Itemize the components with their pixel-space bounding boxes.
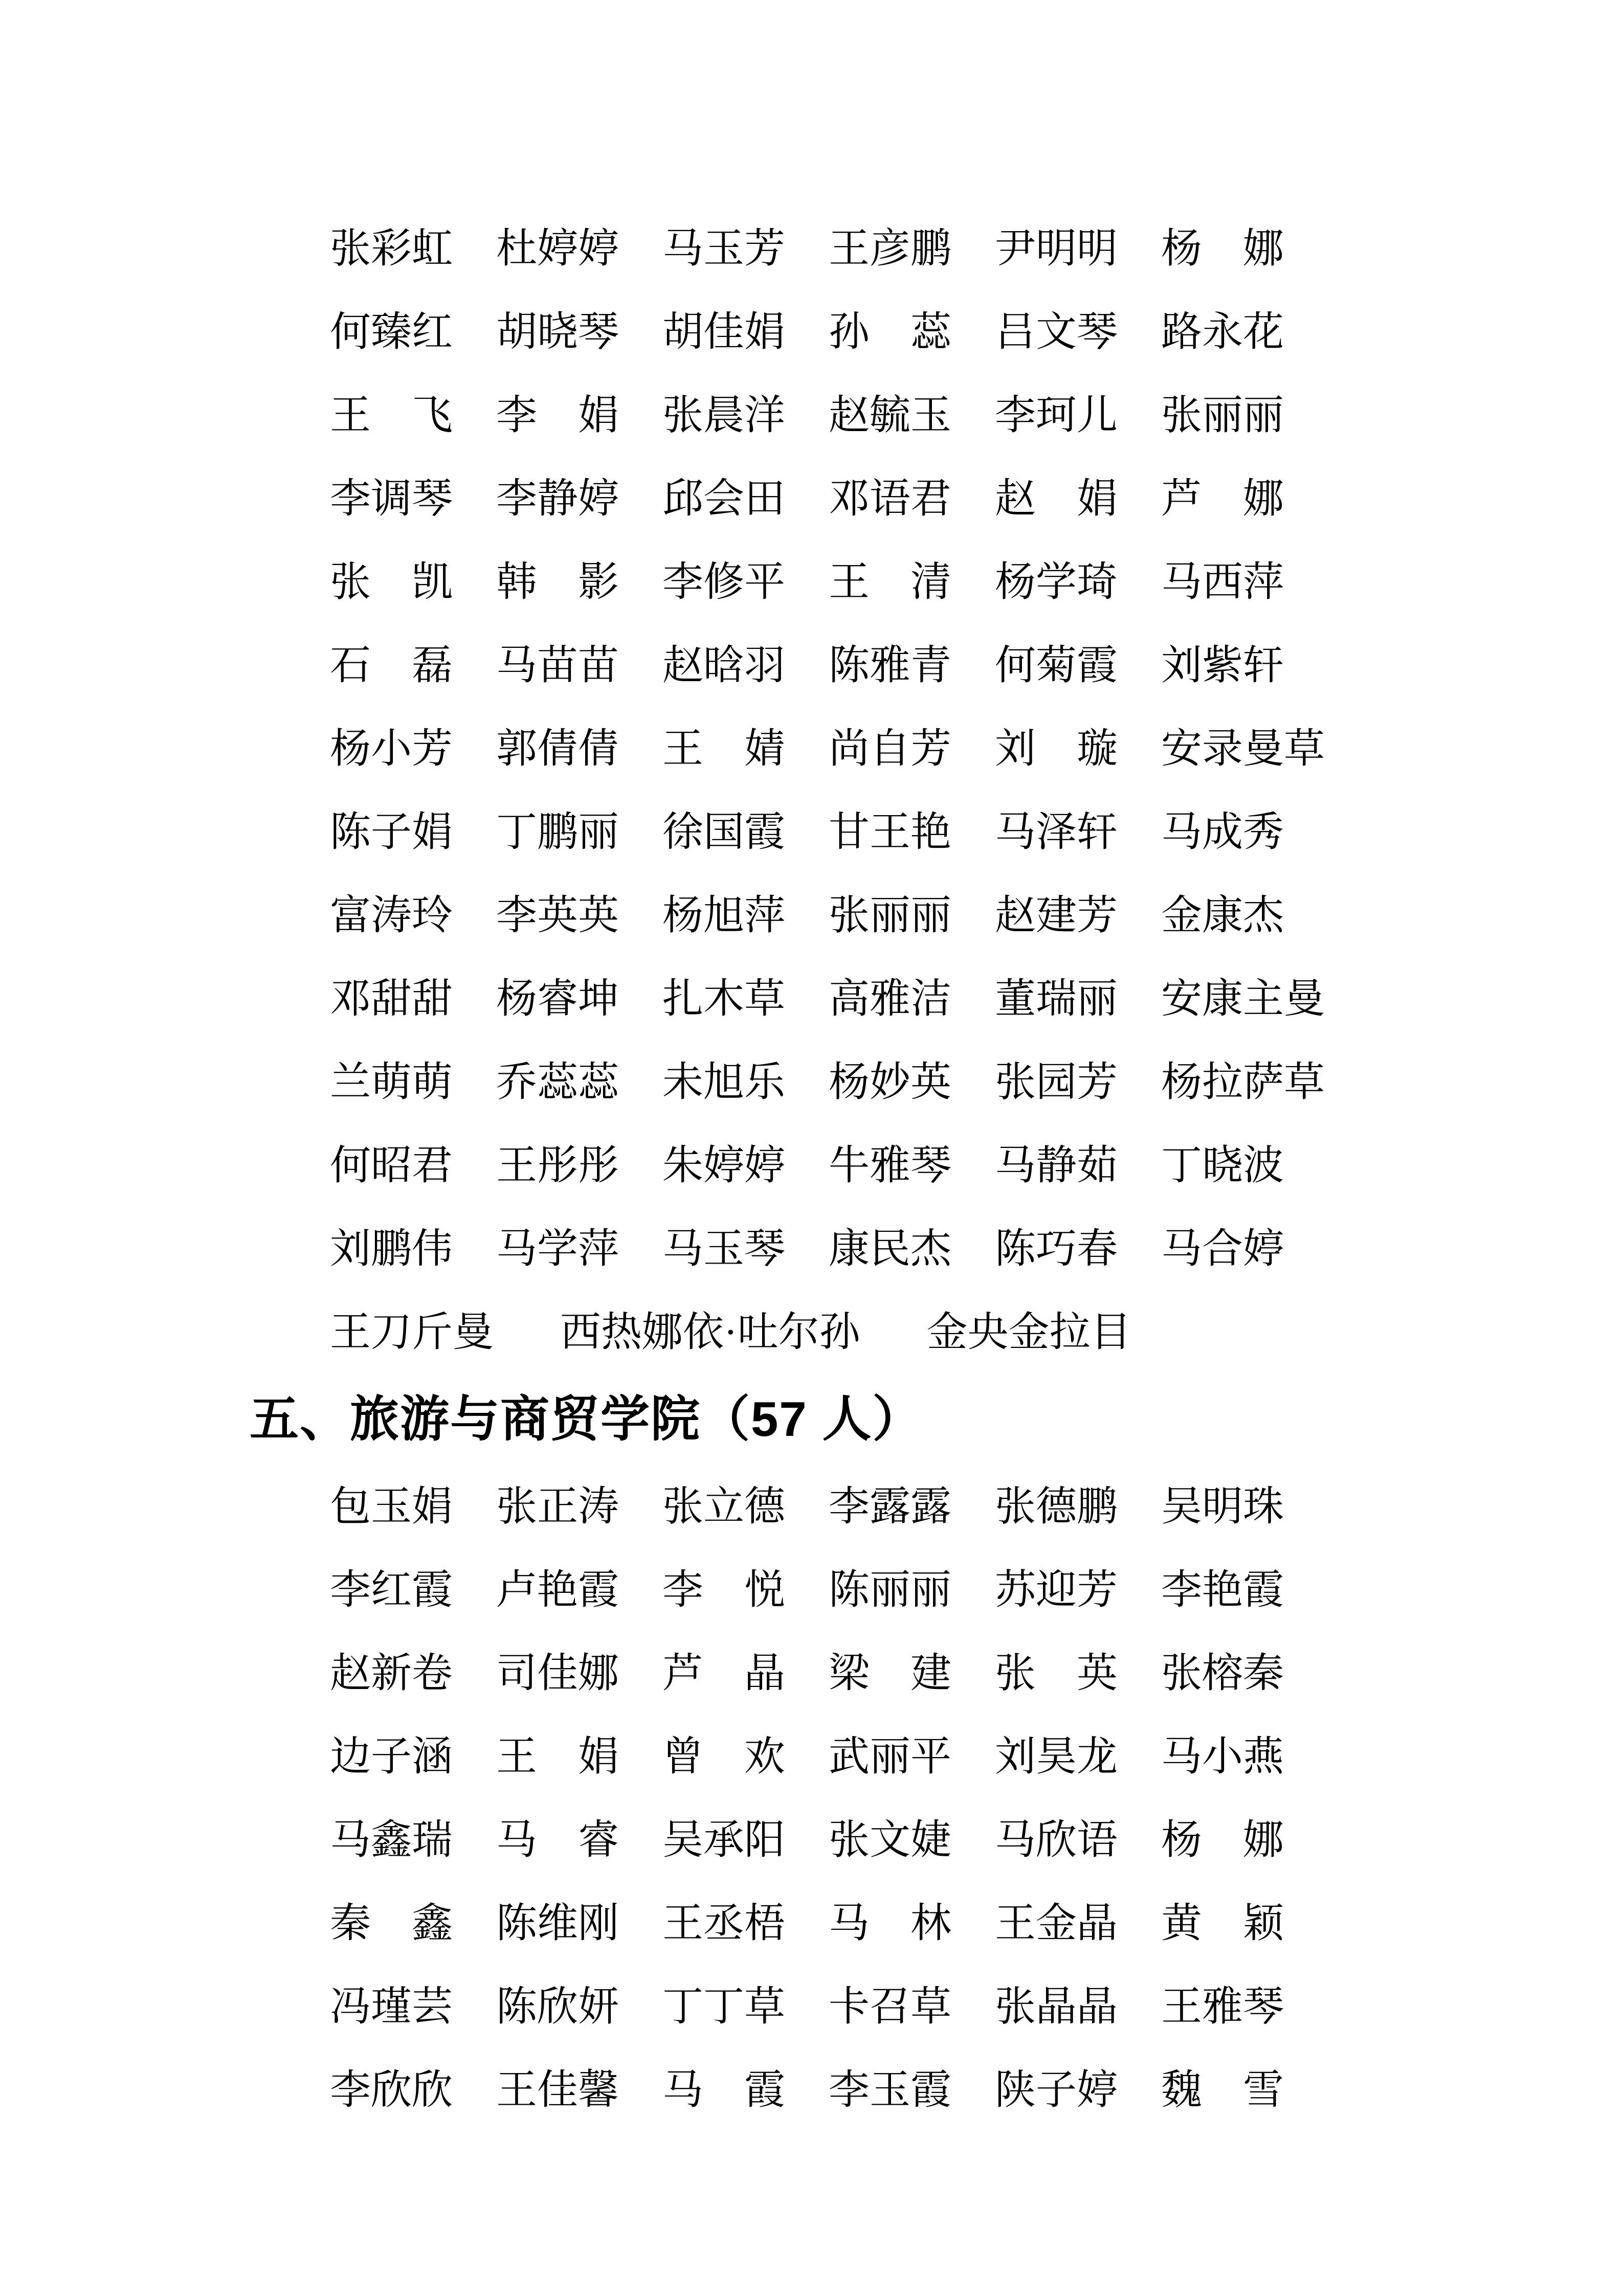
student-name: 梁 建: [829, 1651, 951, 1696]
student-name: 王金晶: [995, 1901, 1118, 1946]
student-name: 张园芳: [995, 1060, 1118, 1105]
student-name: 张正涛: [496, 1484, 619, 1529]
student-name: 富涛玲: [330, 893, 453, 938]
student-name: 王 飞: [330, 393, 453, 438]
student-name: 何菊霞: [995, 643, 1118, 688]
name-row: [330, 290, 1624, 374]
student-name: 李英英: [496, 893, 619, 938]
student-name: 何昭君: [330, 1143, 453, 1188]
student-name: 甘王艳: [829, 809, 951, 855]
student-name: 赵晗羽: [662, 643, 785, 688]
student-name: 吴明珠: [1161, 1484, 1284, 1529]
student-name: 张立德: [662, 1484, 785, 1529]
student-name: 陈丽丽: [829, 1567, 951, 1613]
student-name: 路永花: [1161, 309, 1284, 355]
student-name: 王彤彤: [496, 1143, 619, 1188]
name-row: [330, 1124, 1624, 1207]
student-name: 杨小芳: [330, 726, 453, 772]
student-name: 马泽轩: [995, 809, 1118, 855]
student-name: 马玉芳: [662, 226, 785, 272]
student-name: 郭倩倩: [496, 726, 619, 772]
name-row: [330, 707, 1624, 791]
student-name: 马成秀: [1161, 809, 1284, 855]
section4-name-grid: [0, 207, 1624, 1291]
student-name: 黄 颖: [1161, 1901, 1284, 1946]
student-name: 乔蕊蕊: [496, 1060, 619, 1105]
student-name: 赵建芳: [995, 893, 1118, 938]
student-name: 赵 娟: [995, 476, 1118, 522]
student-name: 李珂儿: [995, 393, 1118, 438]
student-name: 韩 影: [496, 559, 619, 605]
name-row: [330, 957, 1624, 1041]
student-name: 马学萍: [496, 1226, 619, 1272]
student-name: 丁丁草: [662, 1984, 785, 2030]
student-name: 孙 蕊: [829, 309, 951, 355]
student-name: 尚自芳: [829, 726, 951, 772]
student-name: 赵毓玉: [829, 393, 951, 438]
student-name: 张德鹏: [995, 1484, 1118, 1529]
student-name: 徐国霞: [662, 809, 785, 855]
student-name: 王丞梧: [662, 1901, 785, 1946]
student-name: 杨睿坤: [496, 976, 619, 1022]
student-name: 胡佳娟: [662, 309, 785, 355]
student-name: 邓语君: [829, 476, 951, 522]
student-name: 陕子婷: [995, 2067, 1118, 2113]
student-name: 马西萍: [1161, 559, 1284, 605]
student-name: 李 悦: [662, 1567, 785, 1613]
student-name: 冯瑾芸: [330, 1984, 453, 2030]
student-name: 李静婷: [496, 476, 619, 522]
student-name: 吴承阳: [662, 1817, 785, 1863]
student-name: 张晶晶: [995, 1984, 1118, 2030]
student-name: 胡晓琴: [496, 309, 619, 355]
student-name: 王 清: [829, 559, 951, 605]
student-name: 刘紫轩: [1161, 643, 1284, 688]
student-name: 芦 娜: [1161, 476, 1284, 522]
student-name: 陈子娟: [330, 809, 453, 855]
student-name: 武丽平: [829, 1734, 951, 1780]
student-name: 刘昊龙: [995, 1734, 1118, 1780]
student-name: 尹明明: [995, 226, 1118, 272]
student-name: 李欣欣: [330, 2067, 453, 2113]
student-name: 杨旭萍: [662, 893, 785, 938]
student-name: 何臻红: [330, 309, 453, 355]
student-name: 刘鹏伟: [330, 1226, 453, 1272]
student-name: 吕文琴: [995, 309, 1118, 355]
student-name: 扎木草: [662, 976, 785, 1022]
student-name: 司佳娜: [496, 1651, 619, 1696]
student-name: 牛雅琴: [829, 1143, 951, 1188]
section5-name-grid: [0, 1465, 1624, 2132]
student-name: 邱会田: [662, 476, 785, 522]
name-row: [330, 1715, 1624, 1798]
student-name: 王佳馨: [496, 2067, 619, 2113]
student-name: 边子涵: [330, 1734, 453, 1780]
student-name: 丁鹏丽: [496, 809, 619, 855]
student-name: 杜婷婷: [496, 226, 619, 272]
student-name: 金康杰: [1161, 893, 1284, 938]
student-name: 安康主曼: [1161, 976, 1325, 1022]
student-name: 张彩虹: [330, 226, 453, 272]
student-name: 安录曼草: [1161, 726, 1325, 772]
name-row: [330, 1548, 1624, 1632]
student-name: 卡召草: [829, 1984, 951, 2030]
student-name: 张文婕: [829, 1817, 951, 1863]
student-name: 李 娟: [496, 393, 619, 438]
student-name: 董瑞丽: [995, 976, 1118, 1022]
student-name: 杨 娜: [1161, 226, 1284, 272]
student-name: 张晨洋: [662, 393, 785, 438]
student-name: 刘 璇: [995, 726, 1118, 772]
section4-overflow-name-row: [330, 1291, 1624, 1374]
student-name: 陈雅青: [829, 643, 951, 688]
name-row: [330, 1632, 1624, 1715]
student-name: 高雅洁: [829, 976, 951, 1022]
student-name: 王雅琴: [1161, 1984, 1284, 2030]
student-name: 王刀斤曼: [330, 1310, 494, 1355]
student-name: 李调琴: [330, 476, 453, 522]
student-name: 杨学琦: [995, 559, 1118, 605]
student-name: 李玉霞: [829, 2067, 951, 2113]
student-name: 未旭乐: [662, 1060, 785, 1105]
student-name: 马 林: [829, 1901, 951, 1946]
name-row: [330, 1207, 1624, 1291]
student-name: 张榕秦: [1161, 1651, 1284, 1696]
student-name: 马静茹: [995, 1143, 1118, 1188]
name-row: [330, 541, 1624, 624]
student-name: 马小燕: [1161, 1734, 1284, 1780]
name-row: [330, 1882, 1624, 1965]
student-name: 马玉琴: [662, 1226, 785, 1272]
student-name: 朱婷婷: [662, 1143, 785, 1188]
student-name: 陈巧春: [995, 1226, 1118, 1272]
student-name: 陈欣妍: [496, 1984, 619, 2030]
student-name: 丁晓波: [1161, 1143, 1284, 1188]
student-name: 兰萌萌: [330, 1060, 453, 1105]
student-name: 包玉娟: [330, 1484, 453, 1529]
name-row: [330, 1965, 1624, 2049]
student-name: 魏 雪: [1161, 2067, 1284, 2113]
name-row: [330, 457, 1624, 541]
student-name: 苏迎芳: [995, 1567, 1118, 1613]
student-name: 王 婧: [662, 726, 785, 772]
student-name: 赵新卷: [330, 1651, 453, 1696]
student-name: 秦 鑫: [330, 1901, 453, 1946]
student-name: 马鑫瑞: [330, 1817, 453, 1863]
student-name: 杨 娜: [1161, 1817, 1284, 1863]
student-name: 张 凯: [330, 559, 453, 605]
name-row: [330, 2049, 1624, 2132]
student-name: 李红霞: [330, 1567, 453, 1613]
student-name: 金央金拉目: [926, 1310, 1131, 1355]
student-name: 杨拉萨草: [1161, 1060, 1325, 1105]
student-name: 王彦鹏: [829, 226, 951, 272]
student-name: 马苗苗: [496, 643, 619, 688]
student-name: 曾 欢: [662, 1734, 785, 1780]
student-name: 张丽丽: [829, 893, 951, 938]
student-name: 李露露: [829, 1484, 951, 1529]
student-name: 马欣语: [995, 1817, 1118, 1863]
student-name: 石 磊: [330, 643, 453, 688]
student-name: 邓甜甜: [330, 976, 453, 1022]
student-name: 康民杰: [829, 1226, 951, 1272]
name-row: [330, 374, 1624, 457]
name-row: [330, 791, 1624, 874]
student-name: 芦 晶: [662, 1651, 785, 1696]
student-name: 张丽丽: [1161, 393, 1284, 438]
section5-header: 五、旅游与商贸学院（57 人）: [250, 1392, 923, 1447]
name-row: [330, 207, 1624, 290]
student-name: 马 睿: [496, 1817, 619, 1863]
student-name: 张 英: [995, 1651, 1118, 1696]
name-row: [330, 624, 1624, 707]
student-name: 马合婷: [1161, 1226, 1284, 1272]
student-name: 卢艳霞: [496, 1567, 619, 1613]
student-name: 李艳霞: [1161, 1567, 1284, 1613]
student-name: 李修平: [662, 559, 785, 605]
name-row: [330, 1798, 1624, 1882]
student-name: 王 娟: [496, 1734, 619, 1780]
name-row: [330, 1465, 1624, 1548]
name-row: [330, 1041, 1624, 1124]
student-name: 西热娜依·吐尔孙: [560, 1310, 860, 1355]
student-name: 陈维刚: [496, 1901, 619, 1946]
name-row: [330, 874, 1624, 957]
student-name: 马 霞: [662, 2067, 785, 2113]
student-name: 杨妙英: [829, 1060, 951, 1105]
